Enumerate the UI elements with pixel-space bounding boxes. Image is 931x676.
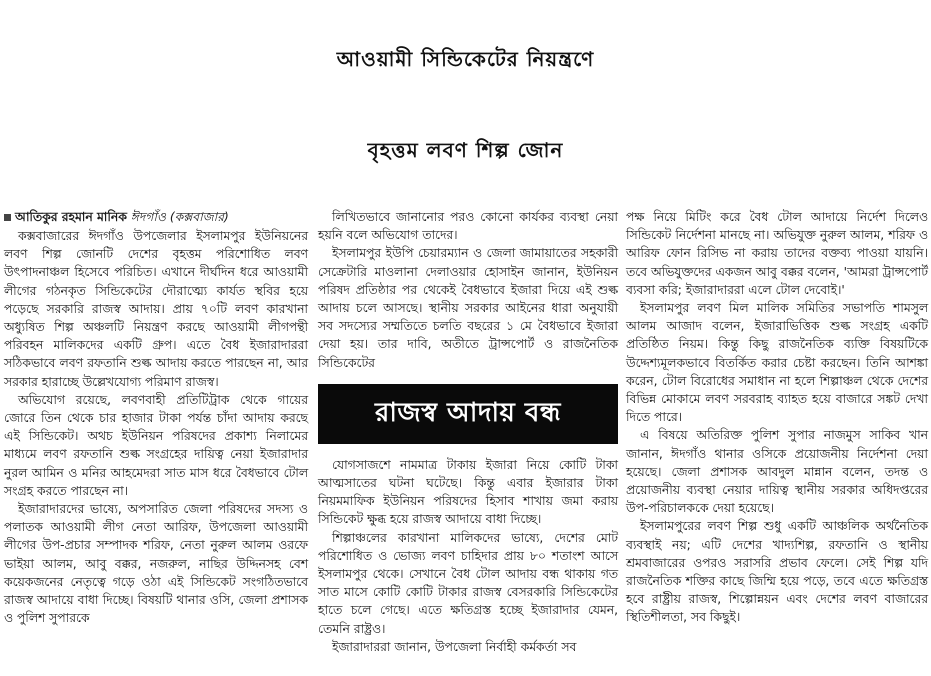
headline-line-1: আওয়ামী সিন্ডিকেটের নিয়ন্ত্রণে [336, 47, 595, 71]
paragraph: ইসলামপুর লবণ মিল মালিক সমিতির সভাপতি শামসুল আলম আজাদ বলেন, ইজারাভিত্তিক শুল্ক সংগ্রহ একটি প্রতিষ্ঠিত নিয়ম। কিন্তু কিছু রাজনৈতিক ব্যক্তি বিষয়টিকে উদ্দেশ্যমূলকভাবে বিতর্কিত করার চেষ্টা করছেন। তিনি আশঙ্কা করেন, টোল বিরোধের সমাধান না হলে শিল্পাঞ্চল থেকে দেশের বিভিন্ন মোকামে লবণ সরবরাহ ব্যাহত হয়ে বাজারে সঙ্কট দেখা দিতে পারে। [626, 301, 928, 425]
headline-line-2: বৃহত্তম লবণ শিল্প জোন [367, 138, 564, 162]
paragraph: ইসলামপুরের লবণ শিল্প শুধু একটি আঞ্চলিক অর্থনৈতিক ব্যবস্থাই নয়; এটি দেশের খাদ্যশিল্প, রফতানি ও স্থানীয় শ্রমবাজারের ওপরও সরাসরি প্রভাব ফেলে। সেই শিল্প যদি রাজনৈতিক শক্তির কাছে জিম্মি হয়ে পড়ে, তবে এতে ক্ষতিগ্রস্ত হবে রাষ্ট্রীয় রাজস্ব, শিল্পোন্নয়ন এবং দেশের লবণ বাজারের স্থিতিশীলতা, সব কিছুই। [626, 519, 928, 625]
paragraph: ইসলামপুর ইউপি চেয়ারম্যান ও জেলা জামায়াতের সহকারী সেক্রেটারি মাওলানা দেলাওয়ার হোসাইন জানান, ইউনিয়ন পরিষদ প্রতিষ্ঠার পর থেকেই বৈধভাবে ইজারা দিয়ে এই শুল্ক আদায় চলে আসছে। স্থানীয় সরকার আইনের ধারা অনুযায়ী সব সদস্যের সম্মতিতে চলতি বছরের ১ মে বৈধভাবে ইজারা দেয়া হয়। তার দাবি, অতীতে ট্রান্সপোর্ট ও রাজনৈতিক সিন্ডিকেটের [318, 246, 618, 370]
article-column-1 [4, 208, 308, 627]
article-column-2 [318, 208, 618, 656]
byline-author: আতিকুর রহমান মানিক [15, 210, 127, 224]
paragraph: কক্সবাজারের ঈদগাঁও উপজেলার ইসলামপুর ইউনিয়নের লবণ শিল্প জোনটি দেশের বৃহত্তম পরিশোধিত লবণ উৎপাদনাঞ্চল হিসেবে পরিচিত। এখানে দীর্ঘদিন ধরে আওয়ামী লীগের গঠনকৃত সিন্ডিকেটের দৌরাত্ম্যে কার্যত স্থবির হয়ে পড়েছে সরকারি রাজস্ব আদায়। প্রায় ৭০টি লবণ কারখানা অধ্যুষিত শিল্প অঞ্চলটি নিয়ন্ত্রণ করছে আওয়ামী লীগপন্থী পরিবহন মালিকদের একটি গ্রুপ। এতে বৈধ ইজারাদাররা সঠিকভাবে লবণ রফতানি শুল্ক আদায় করতে পারছেন না, আর সরকার হারাচ্ছে উল্লেখযোগ্য পরিমাণ রাজস্ব। [4, 229, 308, 389]
article-column-3 [626, 208, 928, 627]
paragraph: লিখিতভাবে জানানোর পরও কোনো কার্যকর ব্যবস্থা নেয়া হয়নি বলে অভিযোগ তাদের। [318, 210, 618, 243]
paragraph: অভিযোগ রয়েছে, লবণবাহী প্রতিটিট্রাক থেকে গায়ের জোরে তিন থেকে চার হাজার টাকা পর্যন্ত চাঁদা আদায় করছে এই সিন্ডিকেট। অথচ ইউনিয়ন পরিষদের প্রকাশ্য নিলামের মাধ্যমে লবণ রফতানি শুল্ক সংগ্রহের দায়িত্ব নেয়া ইজারাদার নুরল আমিন ও মনির আহমেদরা সাত মাস ধরে বৈধভাবে টোল সংগ্রহ করতে পারছেন না। [4, 392, 308, 498]
byline-place: ঈদগাঁও (কক্সবাজার) [130, 210, 229, 224]
subheading-box: রাজস্ব আদায় বন্ধ [318, 384, 618, 444]
byline [4, 208, 308, 226]
paragraph: পক্ষ নিয়ে মিটিং করে বৈধ টোল আদায়ে নির্দেশ দিলেও সিন্ডিকেট নির্দেশনা মানছে না। অভিযুক্ত নুরুল আলম, শরিফ ও আরিফ ফোন রিসিভ না করায় তাদের বক্তব্য পাওয়া যায়নি। তবে অভিযুক্তদের একজন আবু বক্কর বলেন, 'আমরা ট্রান্সপোর্ট ব্যবসা করি; ইজারাদাররা এলে টোল দেবোই।' [626, 210, 928, 297]
byline-square-icon [4, 214, 11, 221]
paragraph: ইজারাদারদের ভাষ্যে, অপসারিত জেলা পরিষদের সদস্য ও পলাতক আওয়ামী লীগ নেতা আরিফ, উপজেলা আওয়ামী লীগের উপ-প্রচার সম্পাদক শরিফ, নেতা নুরুল আলম ওরফে ভাইয়া আলম, আবু বক্কর, নজরুল, নাছির উদ্দিনসহ বেশ কয়েকজনের নেতৃত্বে গড়ে ওঠা এই সিন্ডিকেট সংগঠিতভাবে রাজস্ব আদায়ে বাধা দিচ্ছে। বিষয়টি থানার ওসি, জেলা প্রশাসক ও পুলিশ সুপারকে [4, 502, 308, 626]
paragraph: যোগসাজশে নামমাত্র টাকায় ইজারা নিয়ে কোটি টাকা আত্মসাতের ঘটনা ঘটেছে। কিন্তু এবার ইজারার টাকা নিয়মমাফিক ইউনিয়ন পরিষদের হিসাব শাখায় জমা করায় সিন্ডিকেট ক্ষুব্ধ হয়ে রাজস্ব আদায়ে বাধা দিচ্ছে। [318, 457, 618, 527]
paragraph: ইজারাদাররা জানান, উপজেলা নির্বাহী কর্মকর্তা সব [332, 639, 577, 654]
paragraph: শিল্পাঞ্চলের কারখানা মালিকদের ভাষ্যে, দেশের মোট পরিশোধিত ও ভোজ্য লবণ চাহিদার প্রায় ৮০ শতাংশ আসে ইসলামপুর থেকে। সেখানে বৈধ টোল আদায় বন্ধ থাকায় গত সাত মাসে কোটি কোটি টাকার রাজস্ব বেসরকারি সিন্ডিকেটের হাতে চলে গেছে। এতে ক্ষতিগ্রস্ত হচ্ছে ইজারাদার যেমন, তেমনি রাষ্ট্রও। [318, 530, 618, 636]
paragraph: এ বিষয়ে অতিরিক্ত পুলিশ সুপার নাজমুস সাকিব খান জানান, ঈদগাঁও থানার ওসিকে প্রয়োজনীয় নির্দেশনা দেয়া হয়েছে। জেলা প্রশাসক আবদুল মান্নান বলেন, তদন্ত ও প্রয়োজনীয় ব্যবস্থা নেয়ার দায়িত্ব স্থানীয় সরকার অধিদপ্তরের উপ-পরিচালককে দেয়া হয়েছে। [626, 428, 928, 516]
